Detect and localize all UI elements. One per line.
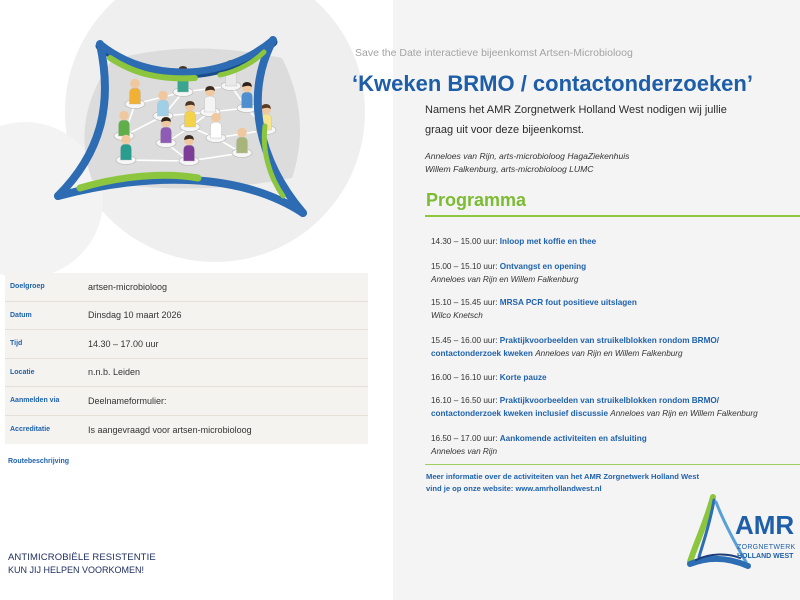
person-head [211,113,221,123]
program-item [431,334,719,360]
person-body [205,96,216,112]
program-speaker: Anneloes van Rijn [431,446,497,456]
program-line [431,235,596,248]
person-head [237,128,247,138]
person-body [130,88,141,104]
program-line [431,273,586,286]
person-head [130,79,140,89]
program-item [431,371,547,384]
campaign-line: ANTIMICROBIËLE RESISTENTIE [8,552,156,563]
more-info [426,471,699,495]
save-the-date-label: Save the Date interactieve bijeenkomst Artsen-Microbioloog [355,47,633,59]
program-line [431,394,758,407]
logo-abbreviation: AMR [735,510,795,540]
person-body [119,120,130,136]
logo-line1: ZORGNETWERK [737,544,796,551]
detail-label: Accreditatie [10,426,51,434]
program-line [431,407,758,420]
table-row [5,416,368,445]
organizer-line: Anneloes van Rijn, arts-microbioloog HagaZiekenhuis [425,151,630,161]
campaign-slogan [8,551,156,577]
program-speaker: Anneloes van Rijn en Willem Falkenburg [535,348,683,358]
event-title: ‘Kweken BRMO / contactonderzoeken’ [352,71,753,96]
program-speaker: Wilco Knetsch [431,310,483,320]
network-people-illustration [0,0,400,260]
program-title: MRSA PCR fout positieve uitslagen [499,297,637,307]
program-item [431,235,596,248]
person-body [161,127,172,143]
program-item [431,394,758,420]
program-line [431,334,719,347]
program-time: 16.00 – 16.10 uur: [431,372,498,382]
program-time: 14.30 – 15.00 uur: [431,236,498,246]
program-title: Praktijkvoorbeelden van struikelblokken rondom BRMO/ [499,395,720,405]
logo-line2: HOLLAND WEST [737,553,794,560]
detail-value: Is aangevraagd voor artsen-microbioloog [88,424,252,435]
campaign-line: KUN JIJ HELPEN VOORKOMEN! [8,565,145,575]
program-time: 15.00 – 15.10 uur: [431,261,498,271]
intro-line: graag uit voor deze bijeenkomst. [425,124,584,136]
program-time: 15.10 – 15.45 uur: [431,297,498,307]
person-body [237,137,248,153]
person-body [158,100,169,116]
table-row [5,302,368,331]
programma-heading: Programma [426,190,527,210]
program-speaker: Anneloes van Rijn en Willem Falkenburg [431,274,579,284]
organizer-line: Willem Falkenburg, arts-microbioloog LUMC [425,164,594,174]
detail-value: 14.30 – 17.00 uur [88,338,159,349]
program-title: Praktijkvoorbeelden van struikelblokken rondom BRMO/ [499,335,720,345]
green-divider [425,464,800,465]
program-line [431,347,719,360]
detail-value: n.n.b. Leiden [88,367,141,378]
detail-value: Dinsdag 10 maart 2026 [88,310,182,321]
person-body [211,122,222,138]
program-line [431,432,647,445]
program-time: 15.45 – 16.00 uur: [431,335,498,345]
event-details-table [5,273,368,444]
organizers [425,150,629,176]
person-body [121,144,132,160]
program-line [431,296,637,309]
detail-label: Doelgroep [10,283,45,291]
person-head [158,91,168,101]
table-row [5,330,368,359]
program-line [431,445,647,458]
website-link[interactable]: vind je op onze website: www.amrhollandwest.nl [426,484,602,493]
program-title: Aankomende activiteiten en afsluiting [499,433,647,443]
table-row [5,359,368,388]
person-body [185,111,196,127]
program-title-continued: contactonderzoek kweken [431,348,533,358]
route-description-link[interactable]: Routebeschrijving [8,458,70,465]
registration-form-link[interactable]: Deelnameformulier: [88,395,167,406]
program-item [431,432,647,458]
program-line [431,309,637,322]
program-title-continued: contactonderzoek kweken inclusief discussie [431,408,609,418]
program-item [431,260,586,286]
program-item [431,296,637,322]
program-title: Inloop met koffie en thee [499,236,597,246]
program-speaker: Anneloes van Rijn en Willem Falkenburg [610,408,758,418]
detail-label: Locatie [10,368,35,376]
more-info-line: Meer informatie over de activiteiten van het AMR Zorgnetwerk Holland West [426,472,700,481]
person-head [121,135,131,145]
program-time: 16.10 – 16.50 uur: [431,395,498,405]
intro-line: Namens het AMR Zorgnetwerk Holland West nodigen wij jullie [425,104,727,116]
program-title: Korte pauze [499,372,547,382]
table-row [5,387,368,416]
green-divider [425,215,800,217]
program-line [431,260,586,273]
table-row [5,273,368,302]
person-body [242,92,253,108]
intro-text [425,100,727,140]
detail-label: Tijd [10,340,23,348]
person-body [184,145,195,161]
program-time: 16.50 – 17.00 uur: [431,433,498,443]
detail-label: Aanmelden via [10,397,60,405]
detail-value: artsen-microbioloog [88,281,168,292]
program-line [431,371,547,384]
program-title: Ontvangst en opening [499,261,587,271]
detail-label: Datum [10,311,32,319]
person-head [119,111,129,121]
